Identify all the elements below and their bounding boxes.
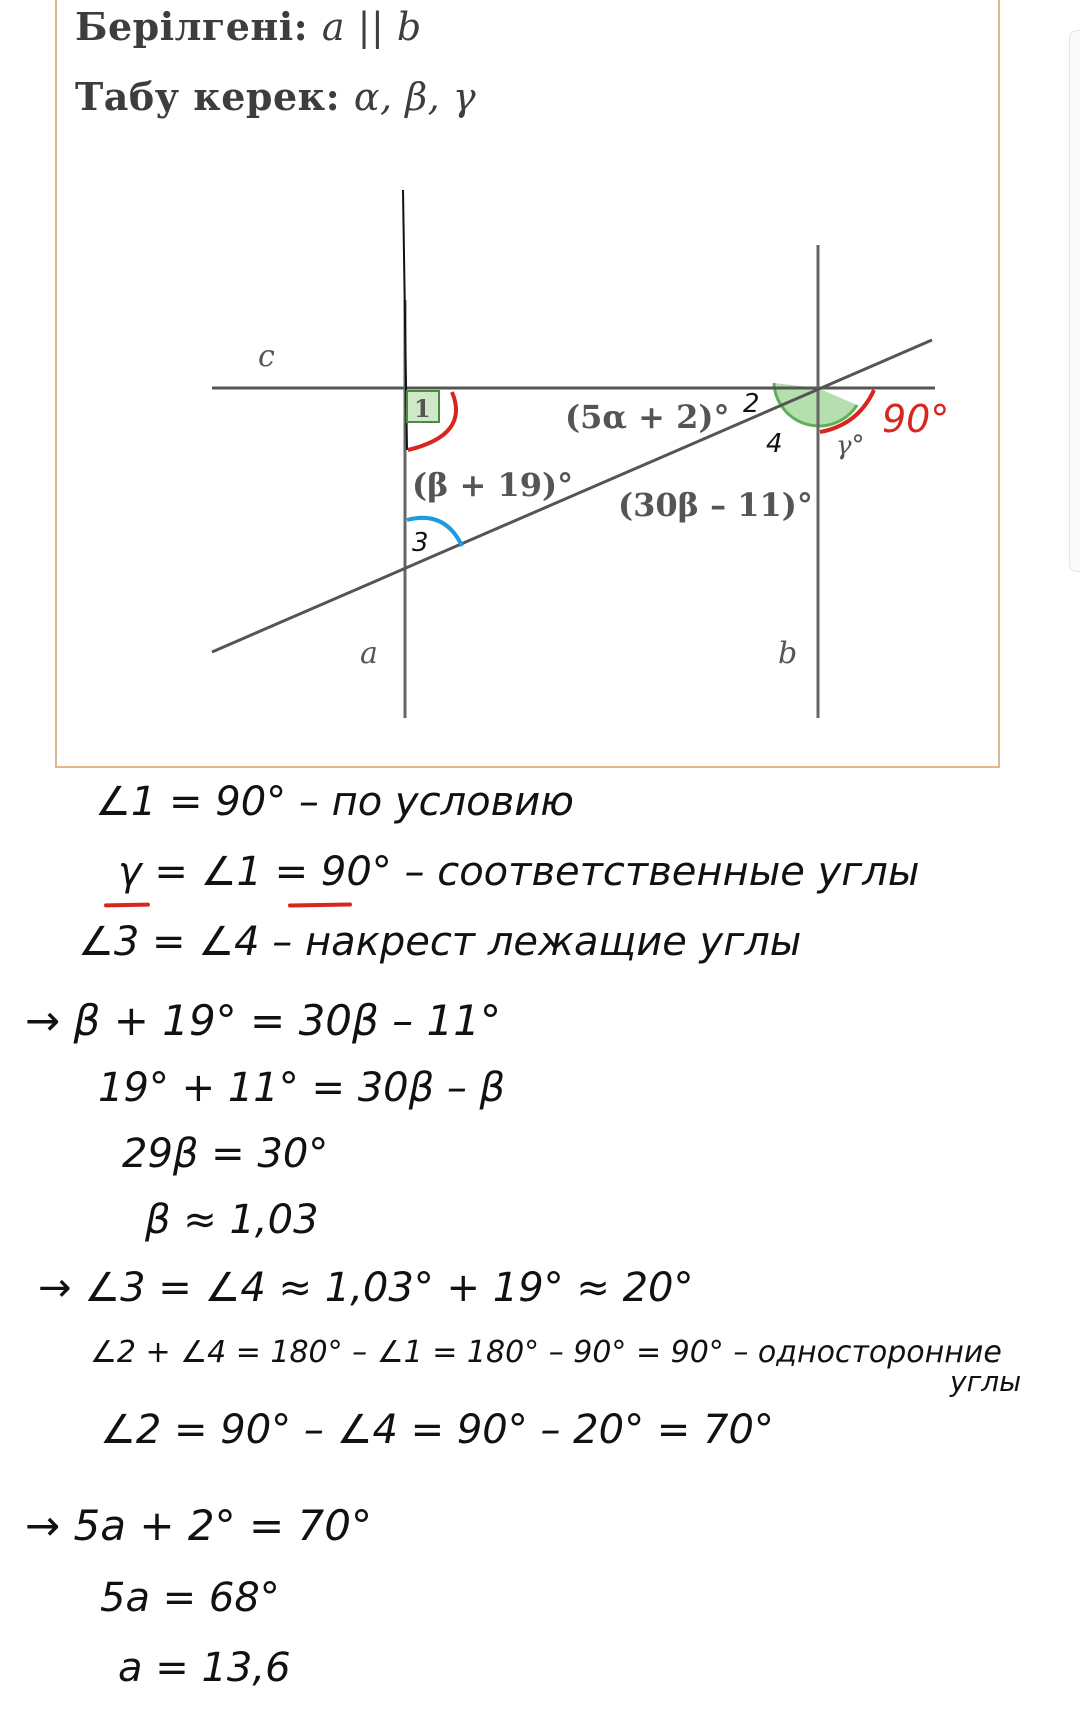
solution-line-6: 29β = 30° [122, 1131, 329, 1177]
solution-line-3: ∠3 = ∠4 – накрест лежащие углы [78, 919, 802, 965]
solution-line-2: γ = ∠1 = 90° – соответственные углы [118, 849, 920, 895]
find-label: Табу керек: [75, 74, 341, 119]
expr-top: (5α + 2)° [565, 398, 730, 436]
label-angle-2: 2 [743, 389, 760, 419]
given-value: a || b [321, 5, 422, 49]
label-b: b [778, 636, 798, 671]
label-angle-4: 4 [766, 429, 783, 459]
label-angle-3: 3 [412, 528, 429, 558]
solution-line-10: ∠2 = 90° – ∠4 = 90° – 20° = 70° [100, 1407, 774, 1453]
solution-line-7: β ≈ 1,03 [145, 1197, 319, 1243]
label-gamma: γ° [836, 431, 865, 461]
solution-line-9b: углы [950, 1365, 1022, 1398]
solution-line-13: a = 13,6 [118, 1645, 291, 1691]
underline-ninety [288, 902, 352, 907]
given-label: Берілгені: [75, 4, 309, 49]
geometry-diagram [0, 0, 1080, 780]
solution-line-1: ∠1 = 90° – по условию [95, 779, 574, 825]
label-c: c [258, 339, 275, 374]
solution-line-8: → ∠3 = ∠4 ≈ 1,03° + 19° ≈ 20° [38, 1265, 694, 1311]
find-value: α, β, γ [353, 75, 477, 119]
solution-line-9: ∠2 + ∠4 = 180° – ∠1 = 180° – 90° = 90° – односторонние [90, 1335, 1002, 1370]
label-a: a [360, 636, 378, 671]
solution-line-4: → β + 19° = 30β – 11° [25, 996, 501, 1045]
solution-line-5: 19° + 11° = 30β – β [98, 1065, 506, 1111]
expr-left: (β + 19)° [412, 466, 574, 504]
expr-right: (30β – 11)° [618, 486, 813, 524]
label-ninety: 90° [882, 397, 950, 441]
underline-gamma [104, 903, 150, 908]
solution-line-12: 5a = 68° [100, 1575, 280, 1621]
solution-line-11: → 5a + 2° = 70° [25, 1501, 372, 1550]
label-angle-1: 1 [414, 394, 431, 423]
